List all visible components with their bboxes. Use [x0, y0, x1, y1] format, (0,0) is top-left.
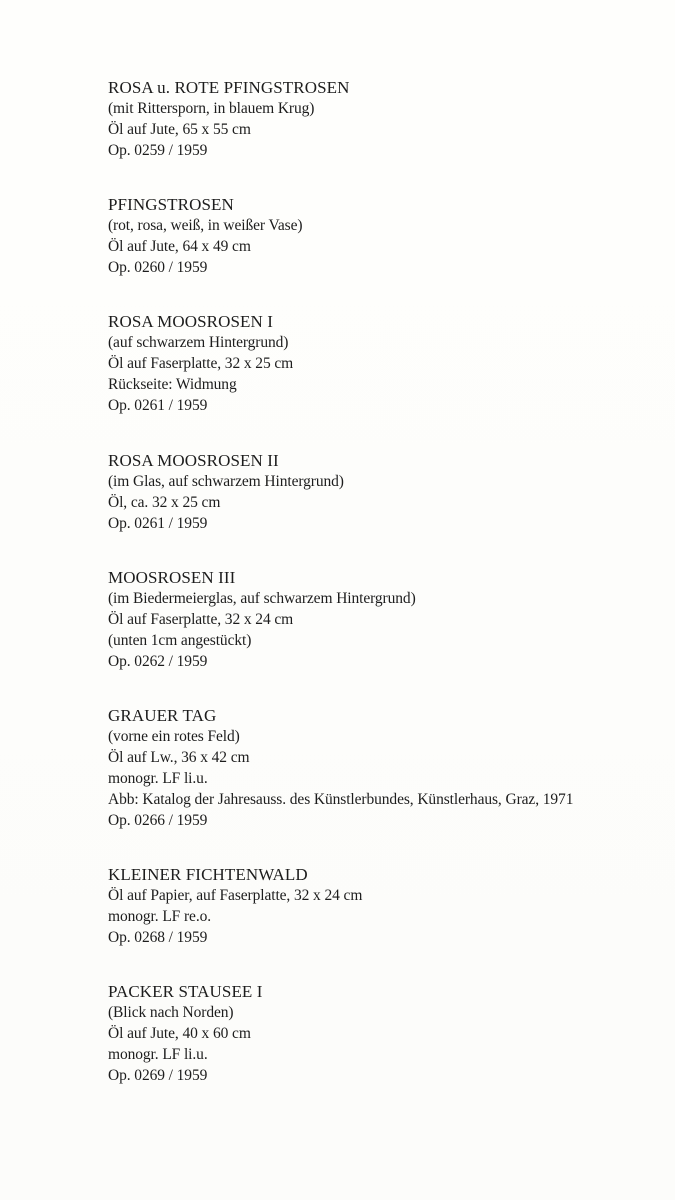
catalog-list	[108, 77, 673, 1086]
entry-detail-line: Öl auf Jute, 65 x 55 cm	[108, 121, 251, 138]
entry-detail-line: (vorne ein rotes Feld)	[108, 728, 240, 745]
entry-detail-line: Öl auf Lw., 36 x 42 cm	[108, 749, 250, 766]
entry-title: ROSA MOOSROSEN II	[108, 451, 279, 470]
entry-detail-line: Op. 0260 / 1959	[108, 259, 208, 276]
catalog-entry	[108, 450, 673, 534]
entry-title: ROSA MOOSROSEN I	[108, 312, 274, 331]
catalog-entry	[108, 864, 673, 948]
entry-detail-line: Op. 0269 / 1959	[108, 1067, 208, 1084]
catalog-entry	[108, 705, 673, 831]
entry-detail-line: Abb: Katalog der Jahresauss. des Künstlerbundes, Künstlerhaus, Graz, 1971	[108, 791, 574, 808]
entry-detail-line: (mit Rittersporn, in blauem Krug)	[108, 100, 315, 117]
catalog-entry	[108, 981, 673, 1086]
entry-detail-line: monogr. LF re.o.	[108, 908, 212, 925]
entry-detail-line: Öl auf Faserplatte, 32 x 25 cm	[108, 355, 294, 372]
entry-title: PACKER STAUSEE I	[108, 982, 263, 1001]
entry-detail-line: Öl, ca. 32 x 25 cm	[108, 494, 221, 511]
entry-detail-line: (im Glas, auf schwarzem Hintergrund)	[108, 473, 344, 490]
catalog-entry	[108, 311, 673, 416]
entry-detail-line: Op. 0266 / 1959	[108, 812, 208, 829]
entry-detail-line: monogr. LF li.u.	[108, 770, 208, 787]
entry-detail-line: Op. 0261 / 1959	[108, 515, 208, 532]
catalog-entry	[108, 194, 673, 278]
entry-detail-line: Op. 0268 / 1959	[108, 929, 208, 946]
entry-detail-line: Öl auf Faserplatte, 32 x 24 cm	[108, 611, 294, 628]
entry-detail-line: (rot, rosa, weiß, in weißer Vase)	[108, 217, 303, 234]
entry-detail-line: Öl auf Jute, 64 x 49 cm	[108, 238, 251, 255]
entry-title: PFINGSTROSEN	[108, 195, 234, 214]
catalog-entry	[108, 567, 673, 672]
entry-detail-line: Op. 0261 / 1959	[108, 397, 208, 414]
entry-title: GRAUER TAG	[108, 706, 217, 725]
entry-detail-line: (auf schwarzem Hintergrund)	[108, 334, 289, 351]
entry-detail-line: Öl auf Papier, auf Faserplatte, 32 x 24 cm	[108, 887, 363, 904]
entry-detail-line: Op. 0259 / 1959	[108, 142, 208, 159]
catalog-entry	[108, 77, 673, 161]
entry-detail-line: Rückseite: Widmung	[108, 376, 237, 393]
entry-detail-line: Op. 0262 / 1959	[108, 653, 208, 670]
entry-detail-line: (unten 1cm angestückt)	[108, 632, 252, 649]
entry-title: MOOSROSEN III	[108, 568, 236, 587]
entry-detail-line: Öl auf Jute, 40 x 60 cm	[108, 1025, 251, 1042]
entry-detail-line: (Blick nach Norden)	[108, 1004, 234, 1021]
entry-detail-line: monogr. LF li.u.	[108, 1046, 208, 1063]
entry-title: KLEINER FICHTENWALD	[108, 865, 308, 884]
entry-title: ROSA u. ROTE PFINGSTROSEN	[108, 78, 350, 97]
entry-detail-line: (im Biedermeierglas, auf schwarzem Hintergrund)	[108, 590, 416, 607]
